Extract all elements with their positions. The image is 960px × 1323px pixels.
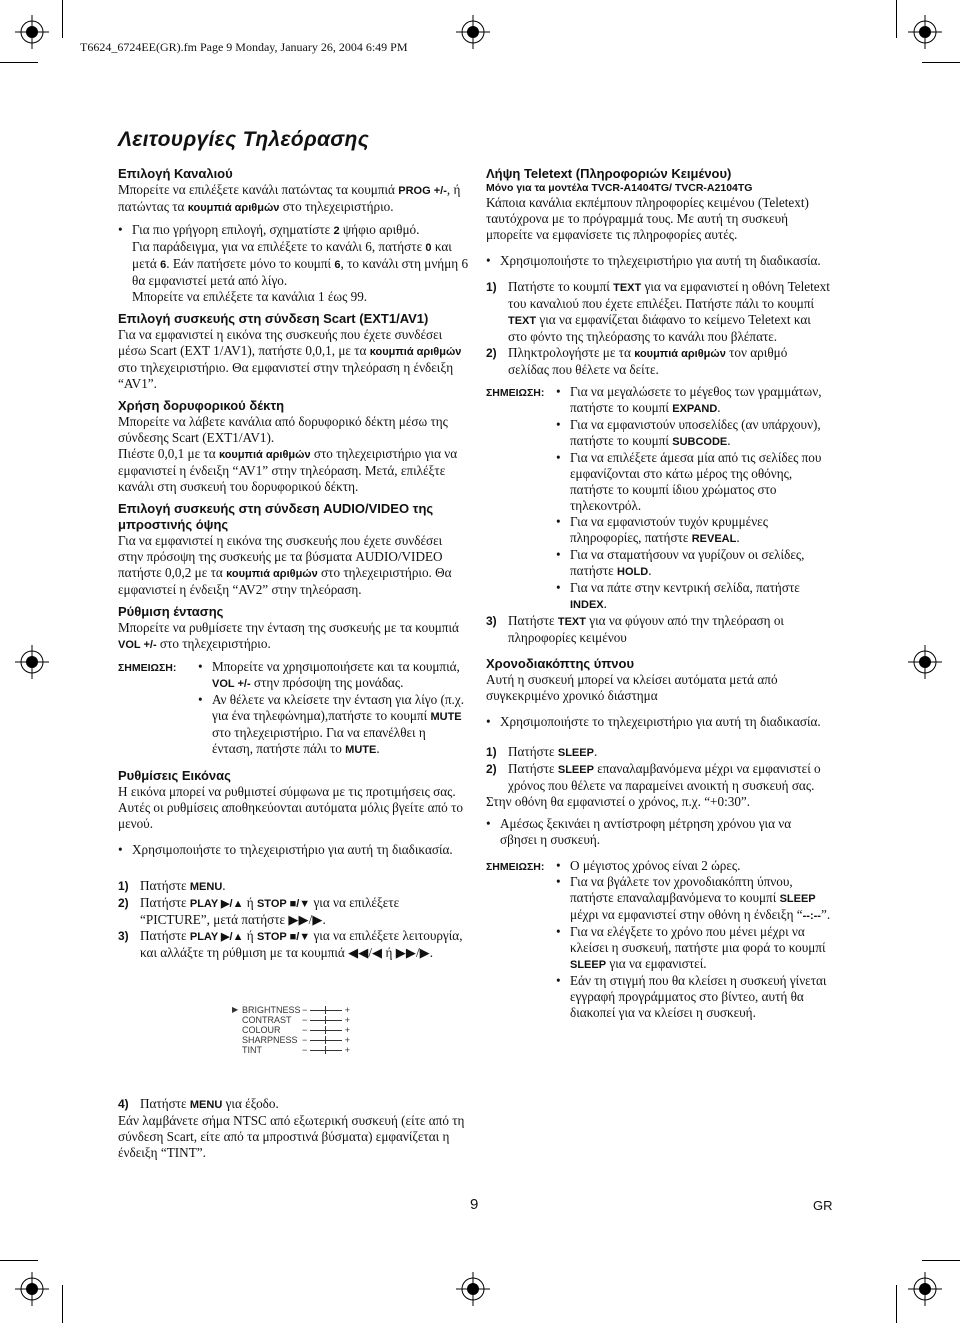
step-1: 1) Πατήστε MENU.: [118, 878, 226, 893]
menu-row: TINT − +: [242, 1045, 350, 1055]
step-2: 2) Πατήστε PLAY ▶/▲ ή STOP ■/▼ για να επιλέξετε “PICTURE”, μετά πατήστε ▶▶/▶.: [118, 895, 400, 927]
registration-mark-mid-right: [908, 645, 942, 679]
paragraph: Μπορείτε να λάβετε κανάλια από δορυφορικό δέκτη μέσω της σύνδεσης Scart (EXT1/AV1).: [118, 414, 448, 445]
menu-row: COLOUR − +: [242, 1025, 350, 1035]
left-column-bottom: [118, 1096, 470, 1161]
crop-mark: [62, 1285, 63, 1323]
registration-mark-bottom-left: [15, 1272, 49, 1306]
crop-mark: [0, 62, 38, 63]
language-code: GR: [813, 1198, 833, 1213]
picture-menu-illustration: [232, 1005, 350, 1055]
registration-mark-bottom-right: [908, 1272, 942, 1306]
registration-mark-top-left: [15, 15, 49, 49]
crop-mark: [896, 0, 897, 38]
crop-mark: [62, 0, 63, 38]
step-1: 1) Πατήστε το κουμπί TEXT για να εμφανιστεί η οθόνη Teletext του καναλιού που έχετε επιλέξει. Πατήστε πάλι το κουμπί TEXT για να εμφανίζεται διάφανο το κείμενο Teletext και στο φόντο της τηλεόρασης το κανάλι που βλέπατε.: [486, 279, 830, 344]
paragraph: Για να εμφανιστεί η εικόνα της συσκευής που έχετε συνδέσει στην πρόσοψη της συσκευής με τα βύσματα AUDIO/VIDEO πατήστε 0,0,2 με τα κουμπιά αριθμών στο τηλεχειριστήριο. Θα εμφανιστεί η ένδειξη “AV2” στην τηλεόραση.: [118, 533, 452, 597]
step-1: 1) Πατήστε SLEEP.: [486, 744, 598, 759]
crop-mark: [922, 1260, 960, 1261]
step-2: 2) Πληκτρολογήστε με τα κουμπιά αριθμών τον αριθμό σελίδας που θέλετε να δείτε.: [486, 345, 788, 377]
registration-mark-bottom-center: [456, 1272, 490, 1306]
page-number: 9: [470, 1196, 479, 1213]
menu-row: ▶ BRIGHTNESS − +: [232, 1005, 350, 1015]
paragraph: Μπορείτε να ρυθμίσετε την ένταση της συσκευής με τα κουμπιά VOL +/- στο τηλεχειριστήριο.: [118, 620, 459, 651]
registration-mark-mid-left: [15, 645, 49, 679]
step-3: 3) Πατήστε PLAY ▶/▲ ή STOP ■/▼ για να επιλέξετε λειτουργία, και αλλάξτε τη ρύθμιση με τα κουμπιά ◀◀/◀ ή ▶▶/▶.: [118, 928, 463, 960]
section-title-satellite: Χρήση δορυφορικού δέκτη: [118, 398, 285, 413]
note-block: ΣΗΜΕΙΩΣΗ: • Για να μεγαλώσετε το μέγεθος των γραμμάτων, πατήστε το κουμπί EXPAND. • Για να εμφανιστούν υποσελίδες (αν υπάρχουν), πατήστε το κουμπί SUBCODE. • Για να επιλέξετε άμεσα μία από τις σελίδες που εμφανίζονται στο κάτω μέρος της οθόνης, πατήστε το κουμπί ίδιου χρώματος στο τηλεκοντρόλ. • Για να εμφανιστούν τυχόν κρυμμένες πληροφορίες, πατήστε REVEAL. • Για να σταματήσουν να γυρίζουν οι σελίδες, πατήστε HOLD. • Για να πάτε στην κεντρική σελίδα, πατήστε INDEX.: [486, 384, 822, 611]
left-column: [118, 166, 470, 961]
section-title-channel-select: Επιλογή Καναλιού: [118, 166, 233, 181]
step-3: 3) Πατήστε TEXT για να φύγουν από την τηλεόραση οι πληροφορίες κειμένου: [486, 613, 784, 645]
paragraph: Κάποια κανάλια εκπέμπουν πληροφορίες κειμένου (Teletext) ταυτόχρονα με το πρόγραμμά τους. Με αυτή τη συσκευή μπορείτε να εμφανίσετε τις πληροφορίες αυτές.: [486, 195, 809, 242]
paragraph: Αυτή η συσκευή μπορεί να κλείσει αυτόματα μετά από συγκεκριμένο χρονικό διάστημα: [486, 672, 778, 703]
section-title-front-av: Επιλογή συσκευής στη σύνδεση AUDIO/VIDEO της μπροστινής όψης: [118, 501, 434, 532]
bullet-item: • Χρησιμοποιήστε το τηλεχειριστήριο για αυτή τη διαδικασία.: [486, 253, 821, 268]
registration-mark-top-center: [456, 15, 490, 49]
section-title-volume: Ρύθμιση έντασης: [118, 604, 224, 619]
paragraph: Εάν λαμβάνετε σήμα NTSC από εξωτερική συσκευή (είτε από τη σύνδεση Scart, είτε από τα μπροστινά βύσματα) εμφανίζεται η ένδειξη “TINT”.: [118, 1113, 465, 1160]
paragraph: Μπορείτε να επιλέξετε κανάλι πατώντας τα κουμπιά PROG +/-, ή πατώντας τα κουμπιά αριθμών στο τηλεχειριστήριο.: [118, 182, 461, 214]
crop-mark: [922, 62, 960, 63]
menu-row: CONTRAST − +: [242, 1015, 350, 1025]
page-title: Λειτουργίες Τηλεόρασης: [118, 128, 370, 151]
models-note: Μόνο για τα μοντέλα TVCR-A1404TG/ TVCR-A2104TG: [486, 182, 753, 194]
bullet-item: • Για πιο γρήγορη επιλογή, σχηματίστε 2 ψήφιο αριθμό. Για παράδειγμα, για να επιλέξετε το κανάλι 6, πατήστε 0 και μετά 6. Εάν πατήσετε μόνο το κουμπί 6, το κανάλι στη μνήμη 6 θα εμφανιστεί μετά από λίγο. Μπορείτε να επιλέξετε τα κανάλια 1 έως 99.: [118, 222, 469, 304]
section-title-teletext: Λήψη Teletext (Πληροφοριών Κειμένου): [486, 166, 732, 181]
step-2: 2) Πατήστε SLEEP επαναλαμβανόμενα μέχρι να εμφανιστεί ο χρόνος που θέλετε να παραμείνει ανοικτή η συσκευή σας.: [486, 761, 821, 793]
step-4: 4) Πατήστε MENU για έξοδο.: [118, 1096, 279, 1111]
note-block: ΣΗΜΕΙΩΣΗ: • Μπορείτε να χρησιμοποιήσετε και τα κουμπιά, VOL +/- στην πρόσοψη της μονάδας. • Αν θέλετε να κλείσετε την ένταση για λίγο (π.χ. για ένα τηλεφώνημα),πατήστε το κουμπί MUTE στο τηλεχειριστήριο. Για να επανέλθει η ένταση, πατήστε πάλι το MUTE.: [118, 659, 465, 756]
paragraph: Για να εμφανιστεί η εικόνα της συσκευής που έχετε συνδέσει μέσω Scart (EXT 1/AV1), πατήστε 0,0,1, με τα κουμπιά αριθμών στο τηλεχειριστήριο. Θα εμφανιστεί στην τηλεόραση η ένδειξη “AV1”.: [118, 327, 462, 391]
registration-mark-top-right: [908, 15, 942, 49]
bullet-item: • Χρησιμοποιήστε το τηλεχειριστήριο για αυτή τη διαδικασία.: [486, 714, 821, 729]
bullet-item: • Χρησιμοποιήστε το τηλεχειριστήριο για αυτή τη διαδικασία.: [118, 842, 453, 857]
crop-mark: [0, 1260, 38, 1261]
section-title-sleep-timer: Χρονοδιακόπτης ύπνου: [486, 656, 635, 671]
bullet-item: • Αμέσως ξεκινάει η αντίστροφη μέτρηση χρόνου για να σβησει η συσκευή.: [486, 816, 792, 847]
paragraph: Στην οθόνη θα εμφανιστεί ο χρόνος, π.χ. “+0:30”.: [486, 794, 751, 809]
paragraph: Η εικόνα μπορεί να ρυθμιστεί σύμφωνα με τις προτιμήσεις σας. Αυτές οι ρυθμίσεις αποθηκεύονται αυτόματα μόλις βγείτε από το μενού.: [118, 784, 463, 831]
right-column: [486, 166, 831, 1021]
section-title-scart: Επιλογή συσκευής στη σύνδεση Scart (EXT1/AV1): [118, 311, 429, 326]
file-header-line: T6624_6724EE(GR).fm Page 9 Monday, January 26, 2004 6:49 PM: [80, 40, 408, 54]
note-block: ΣΗΜΕΙΩΣΗ: • Ο μέγιστος χρόνος είναι 2 ώρες. • Για να βγάλετε τον χρονοδιακόπτη ύπνου, πατήστε επαναλαμβανόμενα το κουμπί SLEEP μέχρι να εμφανιστεί στην οθόνη η ένδειξη “--:--”. • Για να ελέγξετε το χρόνο που μένει μέχρι να κλείσει η συσκευή, πατήστε μια φορά το κουμπί SLEEP για να εμφανιστεί. • Εάν τη στιγμή που θα κλείσει η συσκευή γίνεται εγγραφή προγράμματος στο βίντεο, αυτή θα διακοπεί για να κλείσει η συσκευή.: [486, 858, 831, 1020]
paragraph: Πιέστε 0,0,1 με τα κουμπιά αριθμών στο τηλεχειριστήριο για να εμφανιστεί η ένδειξη “AV1” στην τηλεόραση. Μετά, επιλέξτε κανάλι στη συσκευή του δορυφορικού δέκτη.: [118, 446, 458, 494]
crop-mark: [896, 1285, 897, 1323]
menu-row: SHARPNESS − +: [242, 1035, 350, 1045]
section-title-picture: Ρυθμίσεις Εικόνας: [118, 768, 231, 783]
